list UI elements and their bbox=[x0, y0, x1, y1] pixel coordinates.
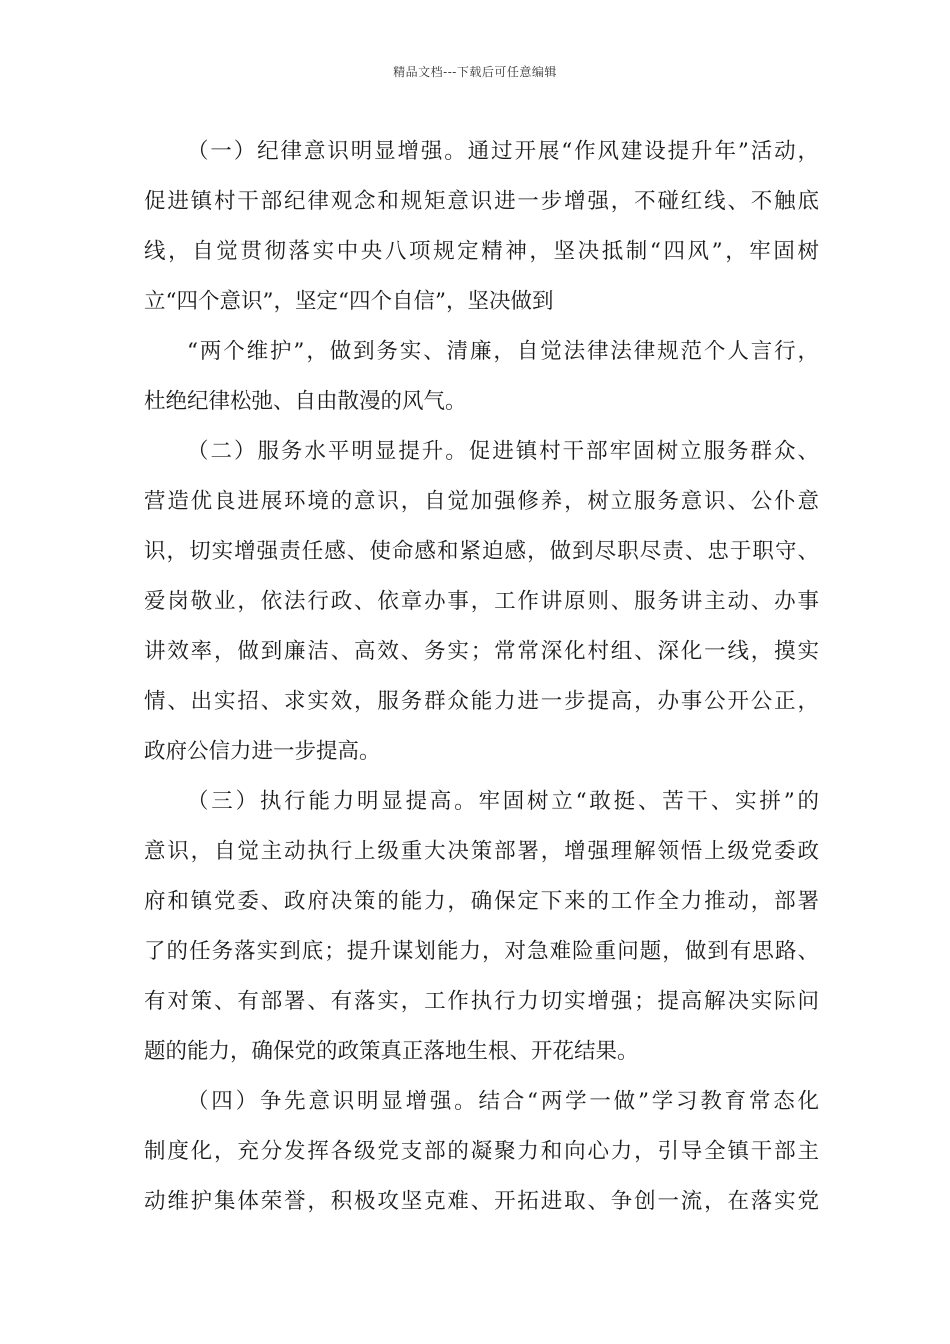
paragraph-line: 动维护集体荣誉，积极攻坚克难、开拓进取、争创一流，在落实党 bbox=[144, 1189, 819, 1214]
paragraph-line: 杜绝纪律松弛、自由散漫的风气。 bbox=[144, 389, 467, 414]
paragraph-line: 促进镇村干部纪律观念和规矩意识进一步增强，不碰红线、不触底 bbox=[144, 189, 819, 214]
paragraph-5 bbox=[144, 1077, 819, 1227]
paragraph-line: （一）纪律意识明显增强。通过开展“作风建设提升年”活动， bbox=[187, 139, 819, 164]
paragraph-line: （三）执行能力明显提高。牢固树立“敢挺、苦干、实拼”的 bbox=[187, 789, 819, 814]
paragraph-4 bbox=[144, 777, 819, 1077]
paragraph-line: “两个维护”，做到务实、清廉，自觉法律法律规范个人言行， bbox=[187, 339, 819, 364]
paragraph-line: 爱岗敬业，依法行政、依章办事，工作讲原则、服务讲主动、办事 bbox=[144, 589, 819, 614]
paragraph-3 bbox=[144, 427, 819, 777]
page-header: 精品文档---下载后可任意编辑 bbox=[393, 65, 557, 79]
paragraph-line: 识，切实增强责任感、使命感和紧迫感，做到尽职尽责、忠于职守、 bbox=[144, 539, 819, 564]
document-body bbox=[144, 127, 819, 1227]
paragraph-1 bbox=[144, 127, 819, 327]
paragraph-line: 有对策、有部署、有落实，工作执行力切实增强；提高解决实际问 bbox=[144, 989, 819, 1014]
paragraph-line: 题的能力，确保党的政策真正落地生根、开花结果。 bbox=[144, 1039, 639, 1064]
paragraph-line: （四）争先意识明显增强。结合“两学一做”学习教育常态化 bbox=[187, 1089, 819, 1114]
paragraph-2 bbox=[144, 327, 819, 427]
paragraph-line: 营造优良进展环境的意识，自觉加强修养，树立服务意识、公仆意 bbox=[144, 489, 819, 514]
paragraph-line: 立“四个意识”，坚定“四个自信”，坚决做到 bbox=[144, 289, 554, 314]
paragraph-line: 线，自觉贯彻落实中央八项规定精神，坚决抵制“四风”，牢固树 bbox=[144, 239, 819, 264]
paragraph-line: 了的任务落实到底；提升谋划能力，对急难险重问题，做到有思路、 bbox=[144, 939, 819, 964]
paragraph-line: 讲效率，做到廉洁、高效、务实；常常深化村组、深化一线，摸实 bbox=[144, 639, 819, 664]
paragraph-line: 意识，自觉主动执行上级重大决策部署，增强理解领悟上级党委政 bbox=[144, 839, 819, 864]
paragraph-line: 制度化，充分发挥各级党支部的凝聚力和向心力，引导全镇干部主 bbox=[144, 1139, 819, 1164]
paragraph-line: 情、出实招、求实效，服务群众能力进一步提高，办事公开公正， bbox=[144, 689, 819, 714]
paragraph-line: 政府公信力进一步提高。 bbox=[144, 739, 381, 764]
paragraph-line: 府和镇党委、政府决策的能力，确保定下来的工作全力推动，部署 bbox=[144, 889, 819, 914]
paragraph-line: （二）服务水平明显提升。促进镇村干部牢固树立服务群众、 bbox=[187, 439, 819, 464]
